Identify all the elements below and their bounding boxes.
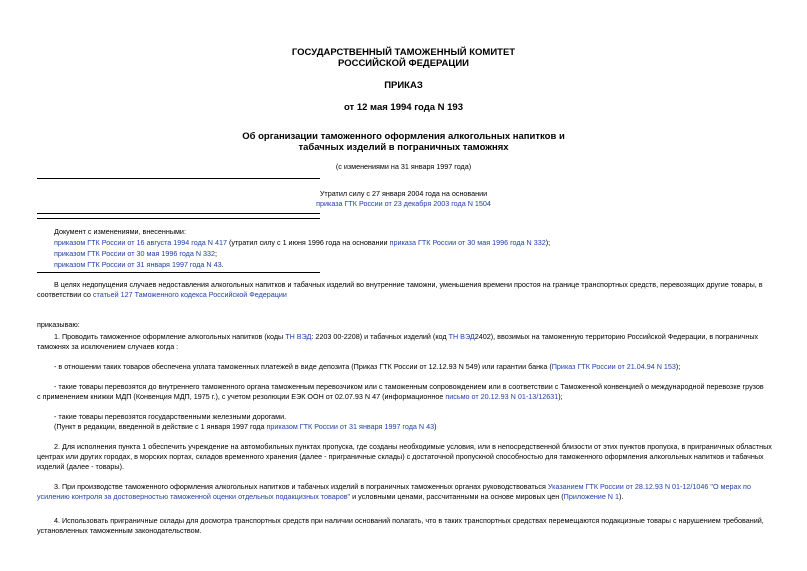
order-43-link[interactable]: приказом ГТК России от 31 января 1997 года N 43: [266, 422, 435, 431]
bullet2-line2: [37, 392, 563, 402]
amendment-link[interactable]: приказом ГТК России от 30 мая 1996 года N 332: [54, 249, 216, 258]
divider: [37, 178, 320, 179]
preamble-line2: [37, 290, 287, 300]
letter-link[interactable]: письмо от 20.12.93 N 01-13/12631: [445, 392, 559, 401]
tnved-link[interactable]: ТН ВЭД: [285, 332, 312, 341]
amendment-item: [54, 238, 550, 248]
invalidation-link-row: [0, 199, 807, 209]
point4-line2: установленных таможенным законодательством.: [37, 526, 202, 535]
point4-line1: 4. Использовать приграничные склады для досмотра транспортных средств при наличии оснований полагать, что в таких транспортных средствах перемещаются подакцизные товары с нарушением требований,: [54, 516, 764, 525]
bullet1-text: - в отношении таких товаров обеспечена уплата таможенных платежей в виде депозита (Приказ ГТК России от 12.12.93 N 549) или гарантии банка (: [54, 362, 552, 371]
amendment-link[interactable]: приказом ГТК России от 31 января 1997 года N 43: [54, 260, 222, 269]
doc-date-number: от 12 мая 1994 года N 193: [343, 102, 464, 113]
changes-note: (с изменениями на 31 января 1997 года): [335, 162, 472, 171]
amendment-text: .: [221, 260, 224, 269]
point3-text: ).: [619, 492, 624, 501]
order-153-link[interactable]: Приказ ГТК России от 21.04.94 N 153: [551, 362, 676, 371]
instruction-link[interactable]: Указанием ГТК России от 28.12.93 N 01-12/1046 "О мерах по: [547, 482, 751, 491]
point1-text: : 2203 00-2208) и табачных изделий (код: [311, 332, 449, 341]
point3-line1: [54, 482, 751, 492]
org-name-line2: РОССИЙСКОЙ ФЕДЕРАЦИИ: [337, 58, 469, 69]
bullet2-text: );: [558, 392, 563, 401]
invalidation-link[interactable]: приказа ГТК России от 23 декабря 2003 года N 1504: [316, 199, 491, 208]
bullet1-text: );: [675, 362, 681, 371]
bullet3-text: ): [434, 422, 437, 431]
doc-title-line1: Об организации таможенного оформления алкогольных напитков и: [242, 131, 565, 142]
point2-line2: центрах или других городах, в морских портах, складов временного хранения (далее - приграничные склады) с достаточной пропускной способностью для таможенного оформления алкогольных напитков и табачных: [37, 452, 764, 461]
divider: [37, 272, 320, 273]
invalidation-line: Утратил силу с 27 января 2004 года на основании: [319, 189, 488, 198]
point2-line1: 2. Для исполнения пункта 1 обеспечить учреждение на автомобильных пунктах пропуска, где созданы необходимые условия, или в непосредственной близости от этих пунктов пропуска, в приграничных областных: [54, 442, 772, 451]
instruction-link[interactable]: усилению контроля за достоверностью таможенной оценки отдельных подакцизных товаров": [37, 492, 351, 501]
point1-text: 2402), ввозимых на таможенную территорию Российской Федерации, в пограничных: [474, 332, 759, 341]
point3-text: 3. При производстве таможенного оформления алкогольных напитков и табачных изделий в пограничных таможенных органах руководствоваться: [54, 482, 548, 491]
bullet3-text: (Пункт в редакции, введенной в действие с 1 января 1997 года: [54, 422, 267, 431]
amendment-item: [54, 249, 217, 259]
point1-text: 1. Проводить таможенное оформление алкогольных напитков (коды: [54, 332, 286, 341]
order-word: приказываю:: [37, 320, 80, 329]
tk-article-link[interactable]: статьей 127 Таможенного кодекса Российской Федерации: [92, 290, 287, 299]
amendment-text: ;: [215, 249, 218, 258]
point1-line2: таможнях за исключением случаев когда :: [37, 342, 179, 351]
point3-line2: [37, 492, 623, 502]
org-name-line1: ГОСУДАРСТВЕННЫЙ ТАМОЖЕННЫЙ КОМИТЕТ: [291, 47, 516, 58]
bullet3-line1: - такие товары перевозятся государственными железными дорогами.: [54, 412, 287, 421]
amendment-text: );: [545, 238, 551, 247]
divider: [37, 213, 320, 214]
point3-text: и условными ценами, рассчитанными на основе мировых цен (: [350, 492, 564, 501]
bullet1: [54, 362, 680, 372]
point2-line3: изделий (далее - товары).: [37, 462, 124, 471]
appendix-link[interactable]: Приложение N 1: [563, 492, 619, 501]
amendment-link[interactable]: приказом ГТК России от 16 августа 1994 года N 417: [54, 238, 227, 247]
amendment-item: [54, 260, 224, 270]
bullet3-line2: [54, 422, 437, 432]
preamble-line1: В целях недопущения случаев недоставления алкогольных напитков и табачных изделий во внутренние таможни, уменьшения времени простоя на границе транспортных средств, перевозящих другие товары, в: [54, 280, 763, 289]
amendment-link[interactable]: приказа ГТК России от 30 мая 1996 года N 332: [389, 238, 546, 247]
preamble-text: соответствии со: [37, 290, 93, 299]
doc-type: ПРИКАЗ: [384, 80, 423, 91]
point1-line1: [54, 332, 758, 342]
bullet2-line1: - такие товары перевозятся до внутреннего таможенного органа таможенным перевозчиком или с таможенным сопровождением или в соответствии с Таможенной конвенцией о международной перевозке грузов: [54, 382, 764, 391]
bullet2-text: с применением книжки МДП (Конвенция МДП, 1975 г.), с учетом резолюции ЕЭК ООН от 02.07.93 N 47 (информационное: [37, 392, 446, 401]
amendment-text: (утратил силу с 1 июня 1996 года на основании: [226, 238, 390, 247]
divider: [37, 218, 320, 219]
doc-title-line2: табачных изделий в пограничных таможнях: [298, 142, 509, 153]
tnved-link[interactable]: ТН ВЭД: [448, 332, 475, 341]
amendments-intro: Документ с изменениями, внесенными:: [54, 227, 186, 236]
